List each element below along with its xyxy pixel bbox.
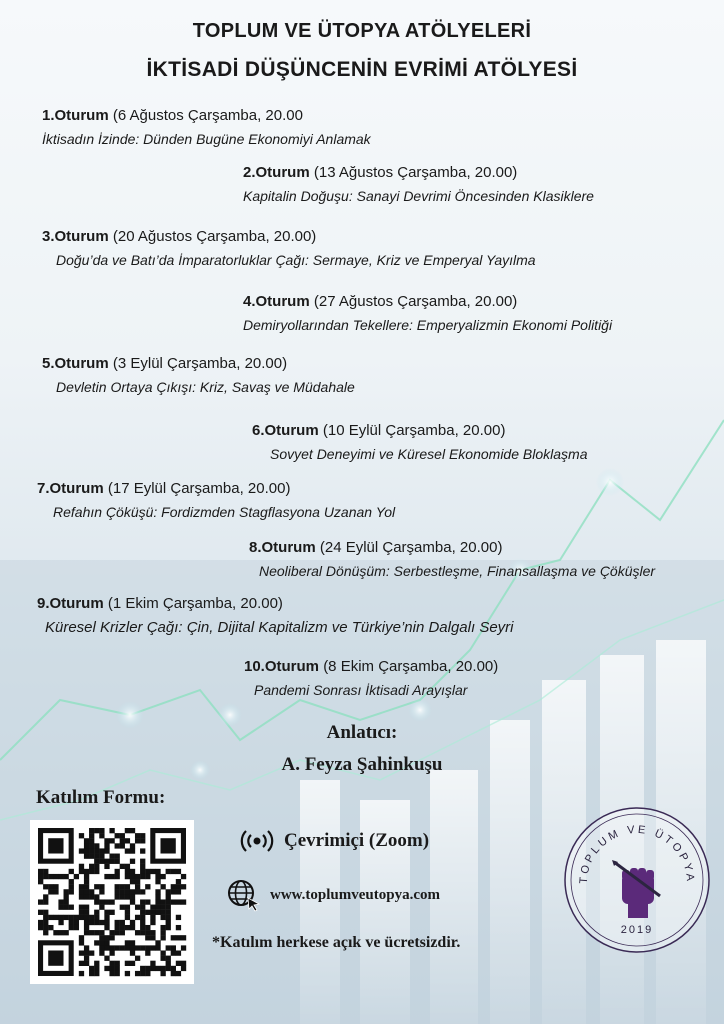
session-topic: Pandemi Sonrası İktisadi Arayışlar xyxy=(254,682,468,698)
globe-cursor-icon xyxy=(226,878,262,912)
session-topic: Doğu’da ve Batı’da İmparatorluklar Çağı: Sermaye, Kriz ve Emperyal Yayılma xyxy=(56,252,536,268)
session-10 xyxy=(244,658,498,698)
session-number: 10.Oturum xyxy=(244,658,320,675)
session-topic: Devletin Ortaya Çıkışı: Kriz, Savaş ve Müdahale xyxy=(56,379,355,395)
session-date: (13 Ağustos Çarşamba, 20.00) xyxy=(313,164,518,181)
participation-note: *Katılım herkese açık ve ücretsizdir. xyxy=(212,934,461,951)
session-date: (6 Ağustos Çarşamba, 20.00 xyxy=(112,107,303,124)
session-number: 6.Oturum xyxy=(252,422,319,439)
session-6 xyxy=(252,422,587,462)
online-label: Çevrimiçi (Zoom) xyxy=(284,830,430,851)
svg-text:TOPLUM VE ÜTOPYA: TOPLUM VE ÜTOPYA xyxy=(577,823,697,885)
session-number: 5.Oturum xyxy=(42,355,109,372)
session-date: (24 Eylül Çarşamba, 20.00) xyxy=(319,539,503,556)
session-8 xyxy=(249,539,655,579)
session-number: 2.Oturum xyxy=(243,164,310,181)
session-topic: İktisadın İzinde: Dünden Bugüne Ekonomiyi Anlamak xyxy=(42,131,371,147)
session-2 xyxy=(243,164,594,204)
session-date: (1 Ekim Çarşamba, 20.00) xyxy=(107,595,283,612)
session-number: 4.Oturum xyxy=(243,293,310,310)
logo-year: 2019 xyxy=(620,924,654,936)
session-number: 9.Oturum xyxy=(37,595,104,612)
website-info[interactable] xyxy=(226,878,440,912)
session-date: (20 Ağustos Çarşamba, 20.00) xyxy=(112,228,317,245)
toplum-ve-utopya-logo xyxy=(562,805,712,955)
session-1 xyxy=(42,107,371,147)
speaker-label: Anlatıcı: xyxy=(326,722,398,743)
form-label: Katılım Formu: xyxy=(36,787,166,808)
qr-code[interactable] xyxy=(30,820,194,984)
session-3 xyxy=(42,228,536,268)
session-number: 3.Oturum xyxy=(42,228,109,245)
session-number: 8.Oturum xyxy=(249,539,316,556)
session-date: (8 Ekim Çarşamba, 20.00) xyxy=(323,658,499,675)
session-topic: Sovyet Deneyimi ve Küresel Ekonomide Bloklaşma xyxy=(270,446,588,462)
title-line-2: İKTİSADİ DÜŞÜNCENİN EVRİMİ ATÖLYESİ xyxy=(146,58,578,81)
session-topic: Küresel Krizler Çağı: Çin, Dijital Kapitalizm ve Türkiye’nin Dalgalı Seyri xyxy=(45,619,514,636)
session-date: (3 Eylül Çarşamba, 20.00) xyxy=(112,355,288,372)
session-date: (17 Eylül Çarşamba, 20.00) xyxy=(107,480,291,497)
speaker-name: A. Feyza Şahinkuşu xyxy=(281,754,443,775)
session-date: (10 Eylül Çarşamba, 20.00) xyxy=(322,422,506,439)
session-topic: Neoliberal Dönüşüm: Serbestleşme, Finansallaşma ve Çöküşler xyxy=(259,563,656,579)
session-number: 7.Oturum xyxy=(37,480,104,497)
session-4 xyxy=(243,293,612,333)
session-number: 1.Oturum xyxy=(42,107,109,124)
session-9 xyxy=(37,595,514,636)
session-7 xyxy=(37,480,395,520)
broadcast-icon xyxy=(240,828,274,854)
website-link[interactable]: www.toplumveutopya.com xyxy=(270,886,441,903)
session-5 xyxy=(42,355,355,395)
session-date: (27 Ağustos Çarşamba, 20.00) xyxy=(313,293,518,310)
title-line-1: TOPLUM VE ÜTOPYA ATÖLYELERİ xyxy=(192,20,532,42)
session-topic: Demiryollarından Tekellere: Emperyalizmin Ekonomi Politiği xyxy=(243,317,613,333)
session-topic: Kapitalin Doğuşu: Sanayi Devrimi Öncesinden Klasiklere xyxy=(243,188,594,204)
online-info xyxy=(240,828,429,854)
session-topic: Refahın Çöküşü: Fordizmden Stagflasyona Uzanan Yol xyxy=(53,504,396,520)
